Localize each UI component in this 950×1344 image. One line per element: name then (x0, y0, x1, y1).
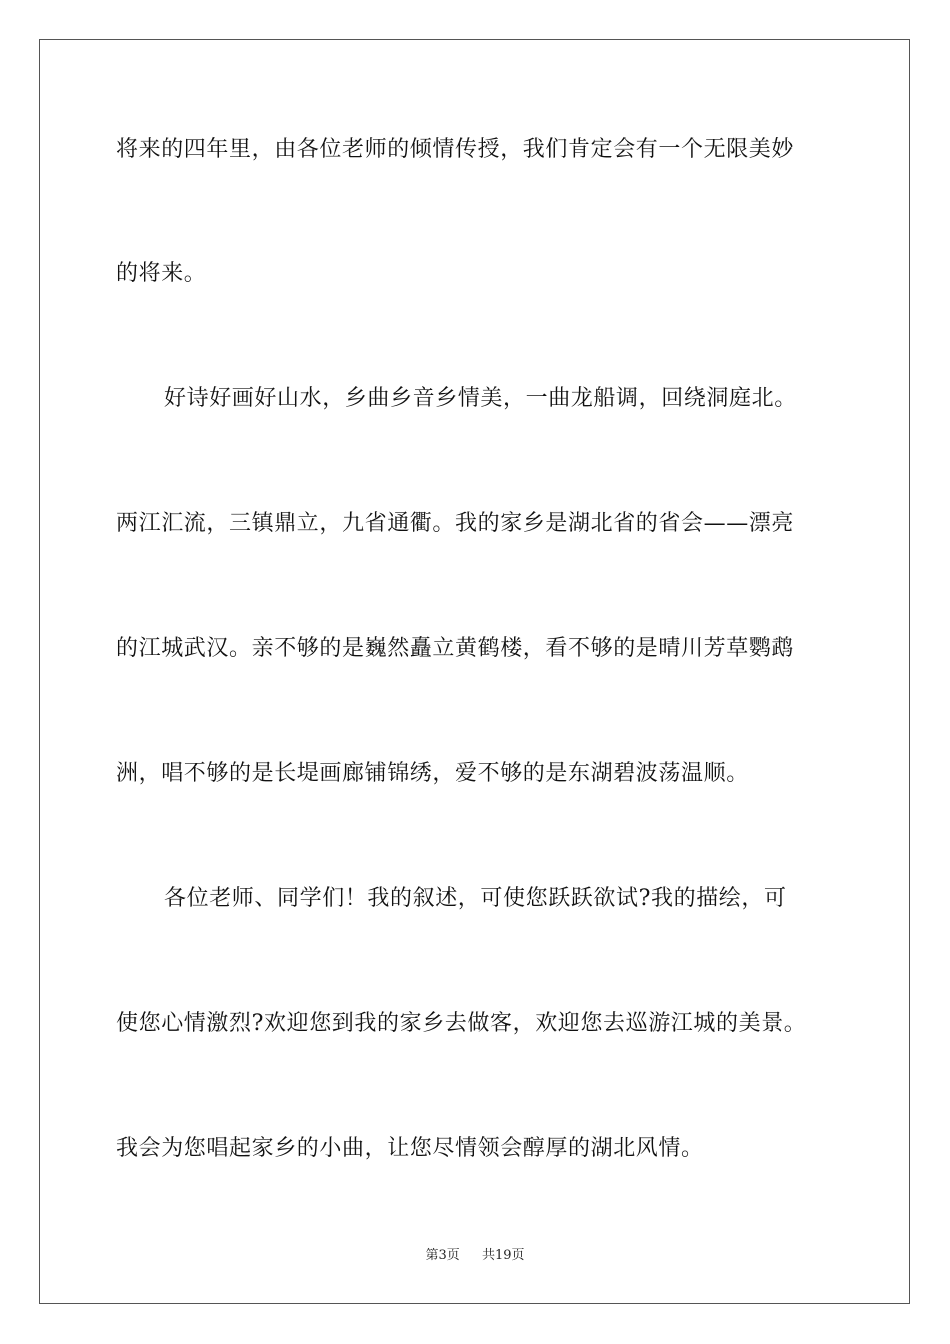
page-number: 第3页 (425, 1248, 460, 1263)
body-text-line: 的将来。 (116, 261, 207, 286)
body-text-line: 洲，唱不够的是长堤画廊铺锦绣，爱不够的是东湖碧波荡温顺。 (116, 761, 749, 786)
body-text-line: 使您心情激烈?欢迎您到我的家乡去做客，欢迎您去巡游江城的美景。 (116, 1011, 807, 1036)
body-text-line: 两江汇流，三镇鼎立，九省通衢。我的家乡是湖北省的省会——漂亮 (116, 511, 795, 536)
body-text-line: 将来的四年里，由各位老师的倾情传授，我们肯定会有一个无限美妙 (116, 137, 795, 162)
page-border (39, 39, 910, 1304)
page-footer (0, 1247, 950, 1265)
paragraph-start-line: 各位老师、同学们！我的叙述，可使您跃跃欲试?我的描绘，可 (164, 886, 787, 911)
total-pages: 共19页 (482, 1248, 525, 1263)
body-text-line: 我会为您唱起家乡的小曲，让您尽情领会醇厚的湖北风情。 (116, 1136, 704, 1161)
paragraph-start-line: 好诗好画好山水，乡曲乡音乡情美，一曲龙船调，回绕洞庭北。 (164, 386, 797, 411)
body-text-line: 的江城武汉。亲不够的是巍然矗立黄鹤楼，看不够的是晴川芳草鹦鹉 (116, 636, 795, 661)
